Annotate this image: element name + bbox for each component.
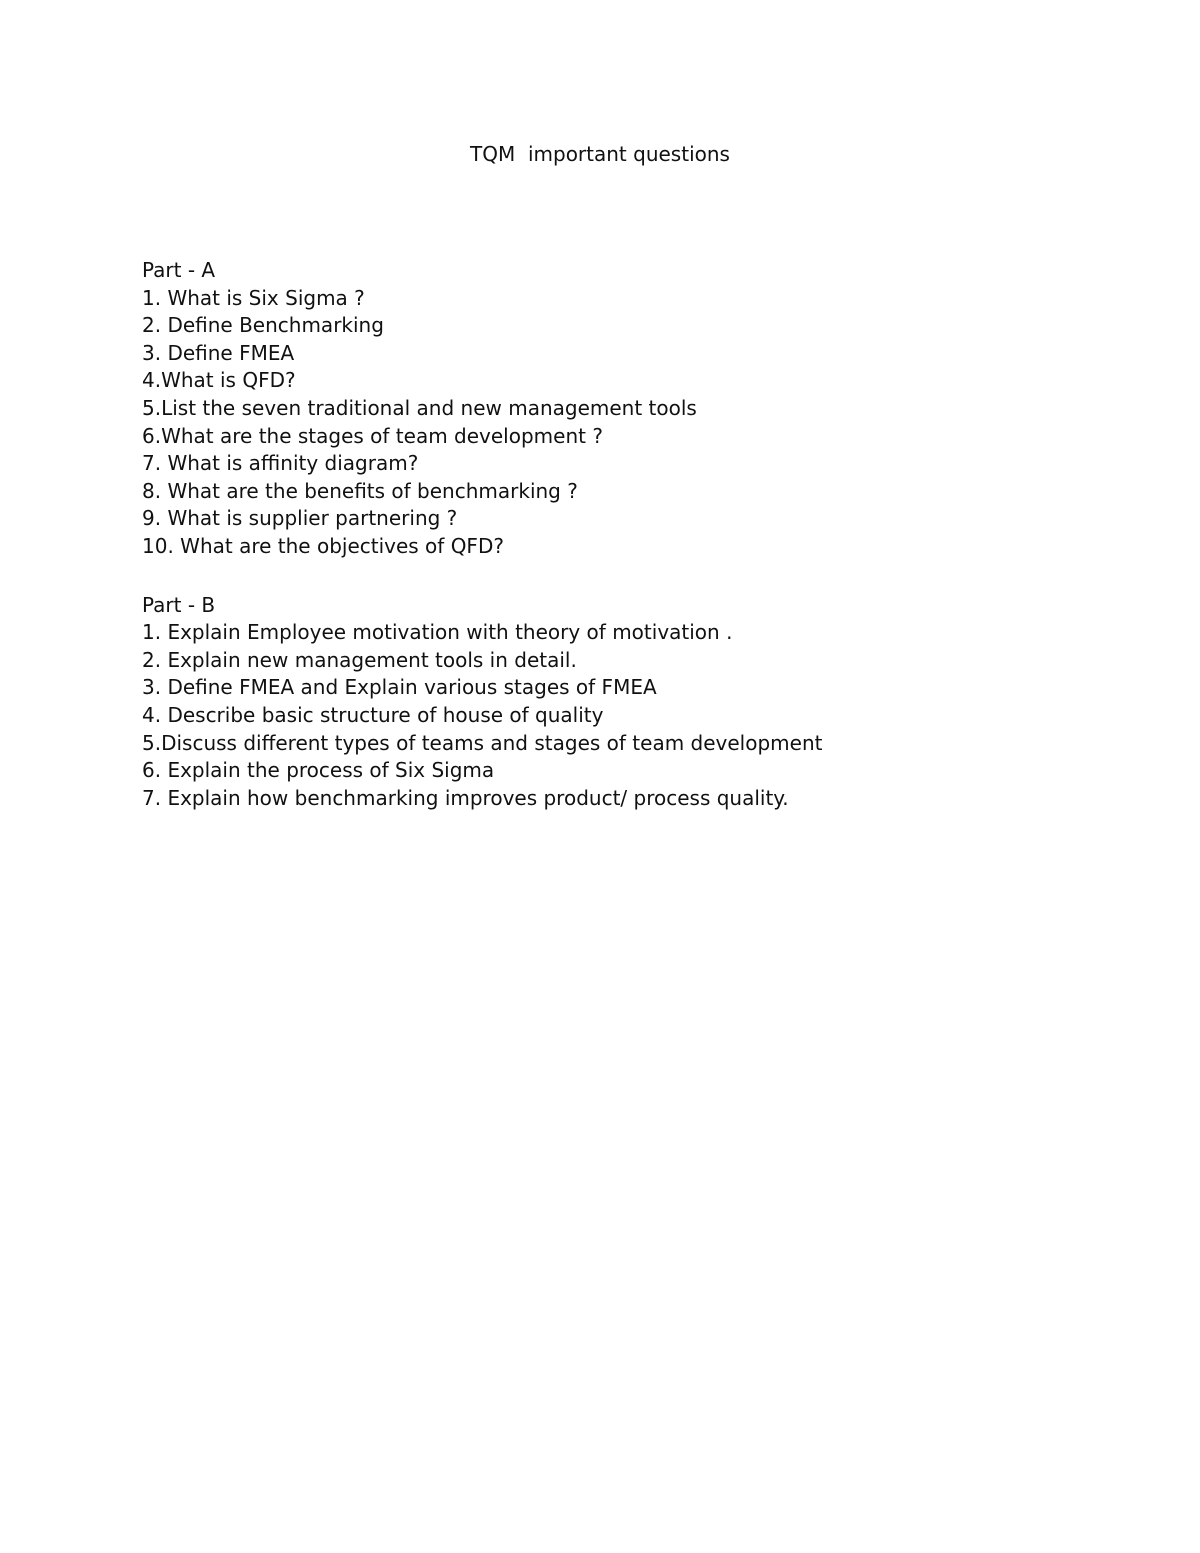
part-a-question-4: 4.What is QFD? — [142, 368, 296, 393]
part-a-question-5: 5.List the seven traditional and new management tools — [142, 395, 697, 420]
part-a-question-1: 1. What is Six Sigma ? — [142, 285, 365, 310]
document-body — [142, 257, 1142, 812]
part-b-question-6: 6. Explain the process of Six Sigma — [142, 758, 495, 783]
document-title: TQM important questions — [470, 142, 730, 166]
part-a-question-8: 8. What are the benefits of benchmarking ? — [142, 478, 578, 503]
part-a-section — [142, 257, 1142, 561]
part-b-question-7: 7. Explain how benchmarking improves product/ process quality. — [142, 785, 789, 810]
part-a-question-10: 10. What are the objectives of QFD? — [142, 533, 504, 558]
part-b-section — [142, 592, 1142, 813]
part-a-question-6: 6.What are the stages of team development ? — [142, 423, 603, 448]
part-b-heading: Part - B — [142, 592, 216, 617]
part-b-question-3: 3. Define FMEA and Explain various stages of FMEA — [142, 675, 657, 700]
part-a-question-9: 9. What is supplier partnering ? — [142, 506, 458, 531]
part-a-question-7: 7. What is affinity diagram? — [142, 451, 419, 476]
part-b-question-2: 2. Explain new management tools in detail. — [142, 647, 577, 672]
part-b-question-4: 4. Describe basic structure of house of quality — [142, 702, 604, 727]
part-b-question-1: 1. Explain Employee motivation with theory of motivation . — [142, 620, 733, 645]
part-a-question-2: 2. Define Benchmarking — [142, 313, 384, 338]
part-a-question-3: 3. Define FMEA — [142, 340, 295, 365]
part-b-question-5: 5.Discuss different types of teams and stages of team development — [142, 730, 823, 755]
part-a-heading: Part - A — [142, 258, 216, 282]
